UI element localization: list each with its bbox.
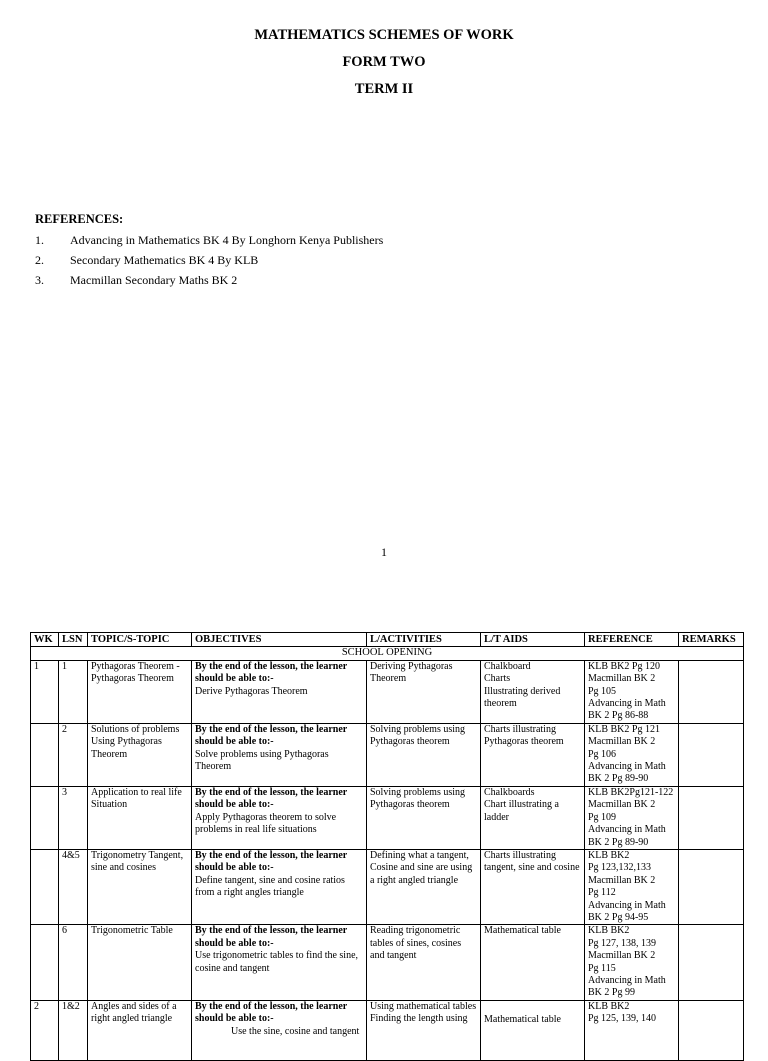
remarks-cell bbox=[679, 723, 744, 786]
activities-cell: Deriving Pythagoras Theorem bbox=[367, 660, 481, 723]
wk-cell bbox=[31, 925, 59, 1000]
aid-line: Mathematical table bbox=[484, 1013, 561, 1025]
term-title: TERM II bbox=[354, 81, 414, 97]
aid-line: Chalkboard bbox=[484, 660, 531, 672]
reference-line: Macmillan BK 2 bbox=[588, 799, 656, 811]
reference-cell bbox=[585, 660, 679, 723]
aid-line: Chalkboards bbox=[484, 786, 535, 798]
header-lsn: LSN bbox=[59, 633, 88, 647]
lsn-cell: 1&2 bbox=[59, 1000, 88, 1060]
reference-line: Pg 112 bbox=[588, 887, 616, 899]
wk-cell bbox=[31, 786, 59, 849]
reference-line: Advancing in Math bbox=[588, 824, 666, 836]
activities-cell: Reading trigonometric tables of sines, cosines and tangent bbox=[367, 925, 481, 1000]
topic-cell: Trigonometric Table bbox=[88, 925, 192, 1000]
reference-text: Advancing in Mathematics BK 4 By Longhorn Kenya Publishers bbox=[70, 233, 384, 247]
reference-line: Pg 105 bbox=[588, 685, 617, 697]
header-aids: L/T AIDS bbox=[481, 633, 585, 647]
reference-line: Macmillan BK 2 bbox=[588, 673, 656, 685]
scheme-of-work-table bbox=[30, 632, 744, 1061]
activities-cell: Defining what a tangent, Cosine and sine are using a right angled triangle bbox=[367, 849, 481, 924]
activities-cell: Using mathematical tables Finding the length using bbox=[367, 1000, 481, 1060]
reference-cell bbox=[585, 723, 679, 786]
reference-text: Macmillan Secondary Maths BK 2 bbox=[70, 273, 238, 287]
reference-cell bbox=[585, 849, 679, 924]
header-reference: REFERENCE bbox=[585, 633, 679, 647]
objective-text: Define tangent, sine and cosine ratios from a right angles triangle bbox=[195, 874, 345, 899]
objective-text: Derive Pythagoras Theorem bbox=[195, 685, 308, 697]
reference-line: KLB BK2 bbox=[588, 925, 630, 937]
school-opening-cell: SCHOOL OPENING bbox=[31, 647, 744, 660]
reference-line: BK 2 Pg 99 bbox=[588, 987, 635, 999]
reference-line: BK 2 Pg 89-90 bbox=[588, 773, 649, 785]
header-topic: TOPIC/S-TOPIC bbox=[88, 633, 192, 647]
wk-cell: 1 bbox=[31, 660, 59, 723]
reference-number: 3. bbox=[35, 273, 44, 287]
reference-line: KLB BK2 Pg 120 bbox=[588, 660, 660, 672]
objective-text: Apply Pythagoras theorem to solve problems in real life situations bbox=[195, 811, 337, 836]
aids-cell bbox=[481, 723, 585, 786]
reference-line: Macmillan BK 2 bbox=[588, 950, 656, 962]
aid-line: Chart illustrating a ladder bbox=[484, 799, 559, 823]
remarks-cell bbox=[679, 1000, 744, 1060]
aid-line: Illustrating derived theorem bbox=[484, 685, 561, 710]
header-objectives: OBJECTIVES bbox=[192, 633, 367, 647]
form-title: FORM TWO bbox=[342, 54, 426, 70]
reference-line: Pg 125, 139, 140 bbox=[588, 1013, 657, 1025]
reference-line: Pg 127, 138, 139 bbox=[588, 937, 657, 949]
topic-cell: Solutions of problems Using Pythagoras Theorem bbox=[88, 723, 192, 786]
objectives-cell bbox=[192, 786, 367, 849]
reference-line: Pg 109 bbox=[588, 811, 617, 823]
topic-cell: Application to real life Situation bbox=[88, 786, 192, 849]
objective-heading: By the end of the lesson, the learner should be able to:- bbox=[195, 925, 348, 949]
lsn-cell: 1 bbox=[59, 660, 88, 723]
reference-item bbox=[35, 233, 383, 248]
table-row bbox=[31, 1000, 744, 1060]
reference-line: KLB BK2 bbox=[588, 849, 630, 861]
topic-cell: Pythagoras Theorem - Pythagoras Theorem bbox=[88, 660, 192, 723]
aids-cell bbox=[481, 925, 585, 1000]
objective-heading: By the end of the lesson, the learner should be able to:- bbox=[195, 723, 348, 748]
reference-number: 1. bbox=[35, 233, 44, 247]
references-heading: REFERENCES: bbox=[35, 212, 124, 226]
reference-cell bbox=[585, 1000, 679, 1060]
lsn-cell: 3 bbox=[59, 786, 88, 849]
header-remarks: REMARKS bbox=[679, 633, 744, 647]
objectives-cell bbox=[192, 723, 367, 786]
reference-line: Macmillan BK 2 bbox=[588, 736, 656, 748]
table-row bbox=[31, 849, 744, 924]
aid-line: Charts bbox=[484, 673, 511, 685]
aids-cell bbox=[481, 786, 585, 849]
remarks-cell bbox=[679, 660, 744, 723]
aids-cell bbox=[481, 849, 585, 924]
reference-line: Advancing in Math bbox=[588, 761, 666, 773]
reference-number: 2. bbox=[35, 253, 44, 267]
reference-item bbox=[35, 273, 237, 288]
aid-line: Charts illustrating tangent, sine and cosine bbox=[484, 849, 580, 874]
reference-line: Pg 115 bbox=[588, 962, 616, 974]
reference-line: Advancing in Math bbox=[588, 698, 666, 710]
objective-heading: By the end of the lesson, the learner should be able to:- bbox=[195, 849, 348, 874]
wk-cell bbox=[31, 723, 59, 786]
remarks-cell bbox=[679, 786, 744, 849]
reference-line: KLB BK2 bbox=[588, 1000, 630, 1012]
reference-line: Advancing in Math bbox=[588, 899, 666, 911]
reference-text: Secondary Mathematics BK 4 By KLB bbox=[70, 253, 259, 267]
wk-cell bbox=[31, 849, 59, 924]
objective-heading: By the end of the lesson, the learner should be able to:- bbox=[195, 660, 348, 685]
aids-cell bbox=[481, 660, 585, 723]
reference-line: Macmillan BK 2 bbox=[588, 874, 656, 886]
objectives-cell bbox=[192, 660, 367, 723]
reference-line: BK 2 Pg 86-88 bbox=[588, 710, 649, 722]
objective-heading: By the end of the lesson, the learner should be able to:- bbox=[195, 1000, 348, 1025]
table-header-row bbox=[31, 633, 744, 647]
remarks-cell bbox=[679, 849, 744, 924]
objective-text: Solve problems using Pythagoras Theorem bbox=[195, 748, 329, 773]
reference-line: KLB BK2 Pg 121 bbox=[588, 723, 660, 735]
objective-text: Use trigonometric tables to find the sine, cosine and tangent bbox=[195, 950, 359, 974]
table-row bbox=[31, 786, 744, 849]
lsn-cell: 2 bbox=[59, 723, 88, 786]
lsn-cell: 6 bbox=[59, 925, 88, 1000]
objectives-cell bbox=[192, 849, 367, 924]
reference-line: Pg 123,132,133 bbox=[588, 862, 652, 874]
remarks-cell bbox=[679, 925, 744, 1000]
objectives-cell bbox=[192, 925, 367, 1000]
aids-cell bbox=[481, 1000, 585, 1060]
table-row bbox=[31, 925, 744, 1000]
lsn-cell: 4&5 bbox=[59, 849, 88, 924]
topic-cell: Angles and sides of a right angled triangle bbox=[88, 1000, 192, 1060]
objectives-cell bbox=[192, 1000, 367, 1060]
wk-cell: 2 bbox=[31, 1000, 59, 1060]
aid-line: Charts illustrating Pythagoras theorem bbox=[484, 723, 564, 748]
header-wk: WK bbox=[31, 633, 59, 647]
header-activities: L/ACTIVITIES bbox=[367, 633, 481, 647]
topic-cell: Trigonometry Tangent, sine and cosines bbox=[88, 849, 192, 924]
reference-line: Advancing in Math bbox=[588, 974, 666, 986]
aid-line: Mathematical table bbox=[484, 925, 561, 937]
document-title: MATHEMATICS SCHEMES OF WORK bbox=[254, 27, 514, 43]
table-row bbox=[31, 723, 744, 786]
reference-cell bbox=[585, 786, 679, 849]
school-opening-row bbox=[31, 647, 744, 660]
reference-line: BK 2 Pg 89-90 bbox=[588, 836, 649, 848]
reference-item bbox=[35, 253, 258, 268]
reference-line: Pg 106 bbox=[588, 748, 617, 760]
reference-cell bbox=[585, 925, 679, 1000]
objective-text: Use the sine, cosine and tangent bbox=[231, 1025, 360, 1037]
activities-cell: Solving problems using Pythagoras theorem bbox=[367, 723, 481, 786]
activities-cell: Solving problems using Pythagoras theorem bbox=[367, 786, 481, 849]
table-row bbox=[31, 660, 744, 723]
reference-line: KLB BK2Pg121-122 bbox=[588, 786, 674, 798]
objective-heading: By the end of the lesson, the learner should be able to:- bbox=[195, 786, 348, 811]
page-number: 1 bbox=[381, 545, 387, 559]
reference-line: BK 2 Pg 94-95 bbox=[588, 911, 649, 923]
